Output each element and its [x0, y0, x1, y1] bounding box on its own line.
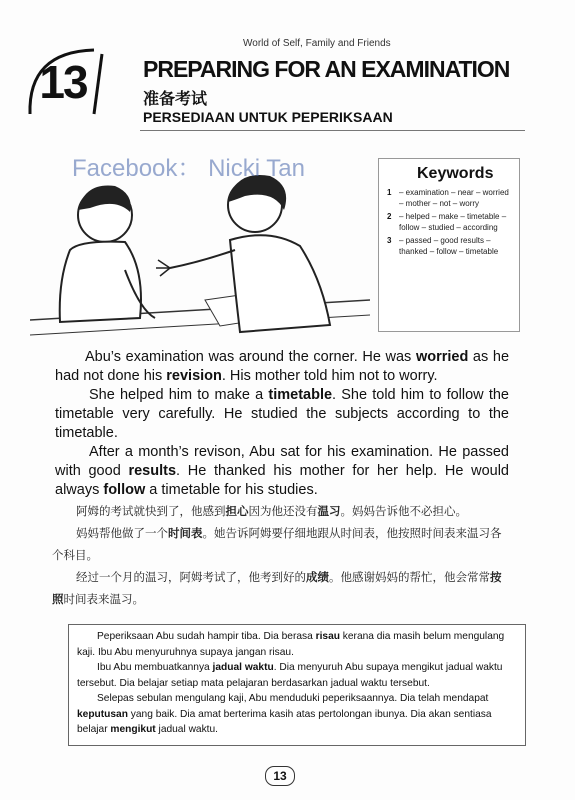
story-paragraph: After a month’s revison, Abu sat for his examination. He passed with good results. He thanked his mother for her help. He would always follow a timetable for his studies.: [55, 444, 509, 498]
keyword-group-words: – helped – make – timetable – follow – studied – according: [399, 212, 507, 232]
story-paragraph: She helped him to make a timetable. She told him to follow the timetable very carefully. He studied the subjects according to the timetable.: [55, 387, 509, 441]
chinese-paragraph: 经过一个月的温习，阿姆考试了，他考到好的成绩。他感谢妈妈的帮忙，他会常常按照时间表来温习。: [52, 570, 502, 606]
keyword-highlight: keputusan: [77, 708, 128, 720]
keyword-highlight: risau: [315, 631, 340, 642]
page-title-english: PREPARING FOR AN EXAMINATION: [143, 56, 510, 82]
keyword-group: [387, 211, 513, 233]
keyword-group-number: 3: [387, 236, 392, 245]
keyword-highlight: results: [128, 463, 177, 479]
keyword-highlight: revision: [166, 368, 222, 384]
page-title-chinese: 准备考试: [143, 89, 208, 108]
malay-translation-box: [68, 624, 526, 746]
series-title: World of Self, Family and Friends: [243, 38, 391, 49]
keyword-highlight: 按照: [52, 570, 502, 606]
keywords-box: [378, 158, 520, 332]
keyword-highlight: 温习: [317, 504, 341, 518]
malay-paragraph: Selepas sebulan mengulang kaji, Abu menduduki peperiksaannya. Dia telah mendapat keputusan yang baik. Dia amat berterima kasih atas pertolongan ibunya. Dia akan sentiasa belajar mengikut jadual waktu.: [77, 693, 492, 735]
keyword-group-number: 2: [387, 212, 392, 221]
keyword-group: [387, 187, 513, 209]
chinese-translation: [52, 500, 512, 610]
keyword-highlight: jadual waktu: [212, 662, 274, 673]
chapter-number: 13: [39, 56, 87, 108]
keyword-highlight: timetable: [268, 387, 333, 403]
page-title-malay: PERSEDIAAN UNTUK PEPERIKSAAN: [143, 109, 393, 125]
keyword-group-words: – examination – near – worried – mother – not – worry: [399, 188, 509, 208]
facebook-watermark: Facebook： Nicki Tan: [72, 155, 305, 182]
chinese-paragraph: 妈妈帮他做了一个时间表。她告诉阿姆要仔细地跟从时间表，他按照时间表来温习各个科目。: [52, 526, 502, 562]
keyword-group: [387, 235, 513, 257]
keyword-highlight: worried: [415, 349, 469, 365]
keyword-highlight: 时间表: [168, 526, 203, 540]
keyword-highlight: 担心: [225, 504, 249, 518]
keyword-highlight: follow: [103, 482, 146, 498]
keyword-group-words: – passed – good results – thanked – follow – timetable: [399, 236, 499, 256]
keyword-highlight: mengikut: [110, 724, 156, 735]
header-divider: [140, 130, 525, 131]
page-number: 13: [265, 766, 295, 786]
story-paragraph: Abu’s examination was around the corner. He was worried as he had not done his revision. His mother told him not to worry.: [55, 349, 510, 384]
english-story: [55, 348, 509, 500]
keywords-title: Keywords: [417, 165, 494, 182]
keyword-highlight: 成绩: [306, 570, 329, 584]
keyword-group-number: 1: [387, 188, 392, 197]
malay-paragraph: Ibu Abu membuatkannya jadual waktu. Dia menyuruh Abu supaya mengikut jadual waktu tersebut. Dia belajar setiap mata pelajaran berdasarkan jadual waktu tersebut.: [77, 662, 503, 689]
chinese-paragraph: 阿姆的考试就快到了，他感到担心因为他还没有温习。妈妈告诉他不必担心。: [76, 504, 467, 518]
malay-paragraph: Peperiksaan Abu sudah hampir tiba. Dia berasa risau kerana dia masih belum mengulang kaji. Ibu Abu menyuruhnya supaya jangan risau.: [77, 631, 505, 658]
